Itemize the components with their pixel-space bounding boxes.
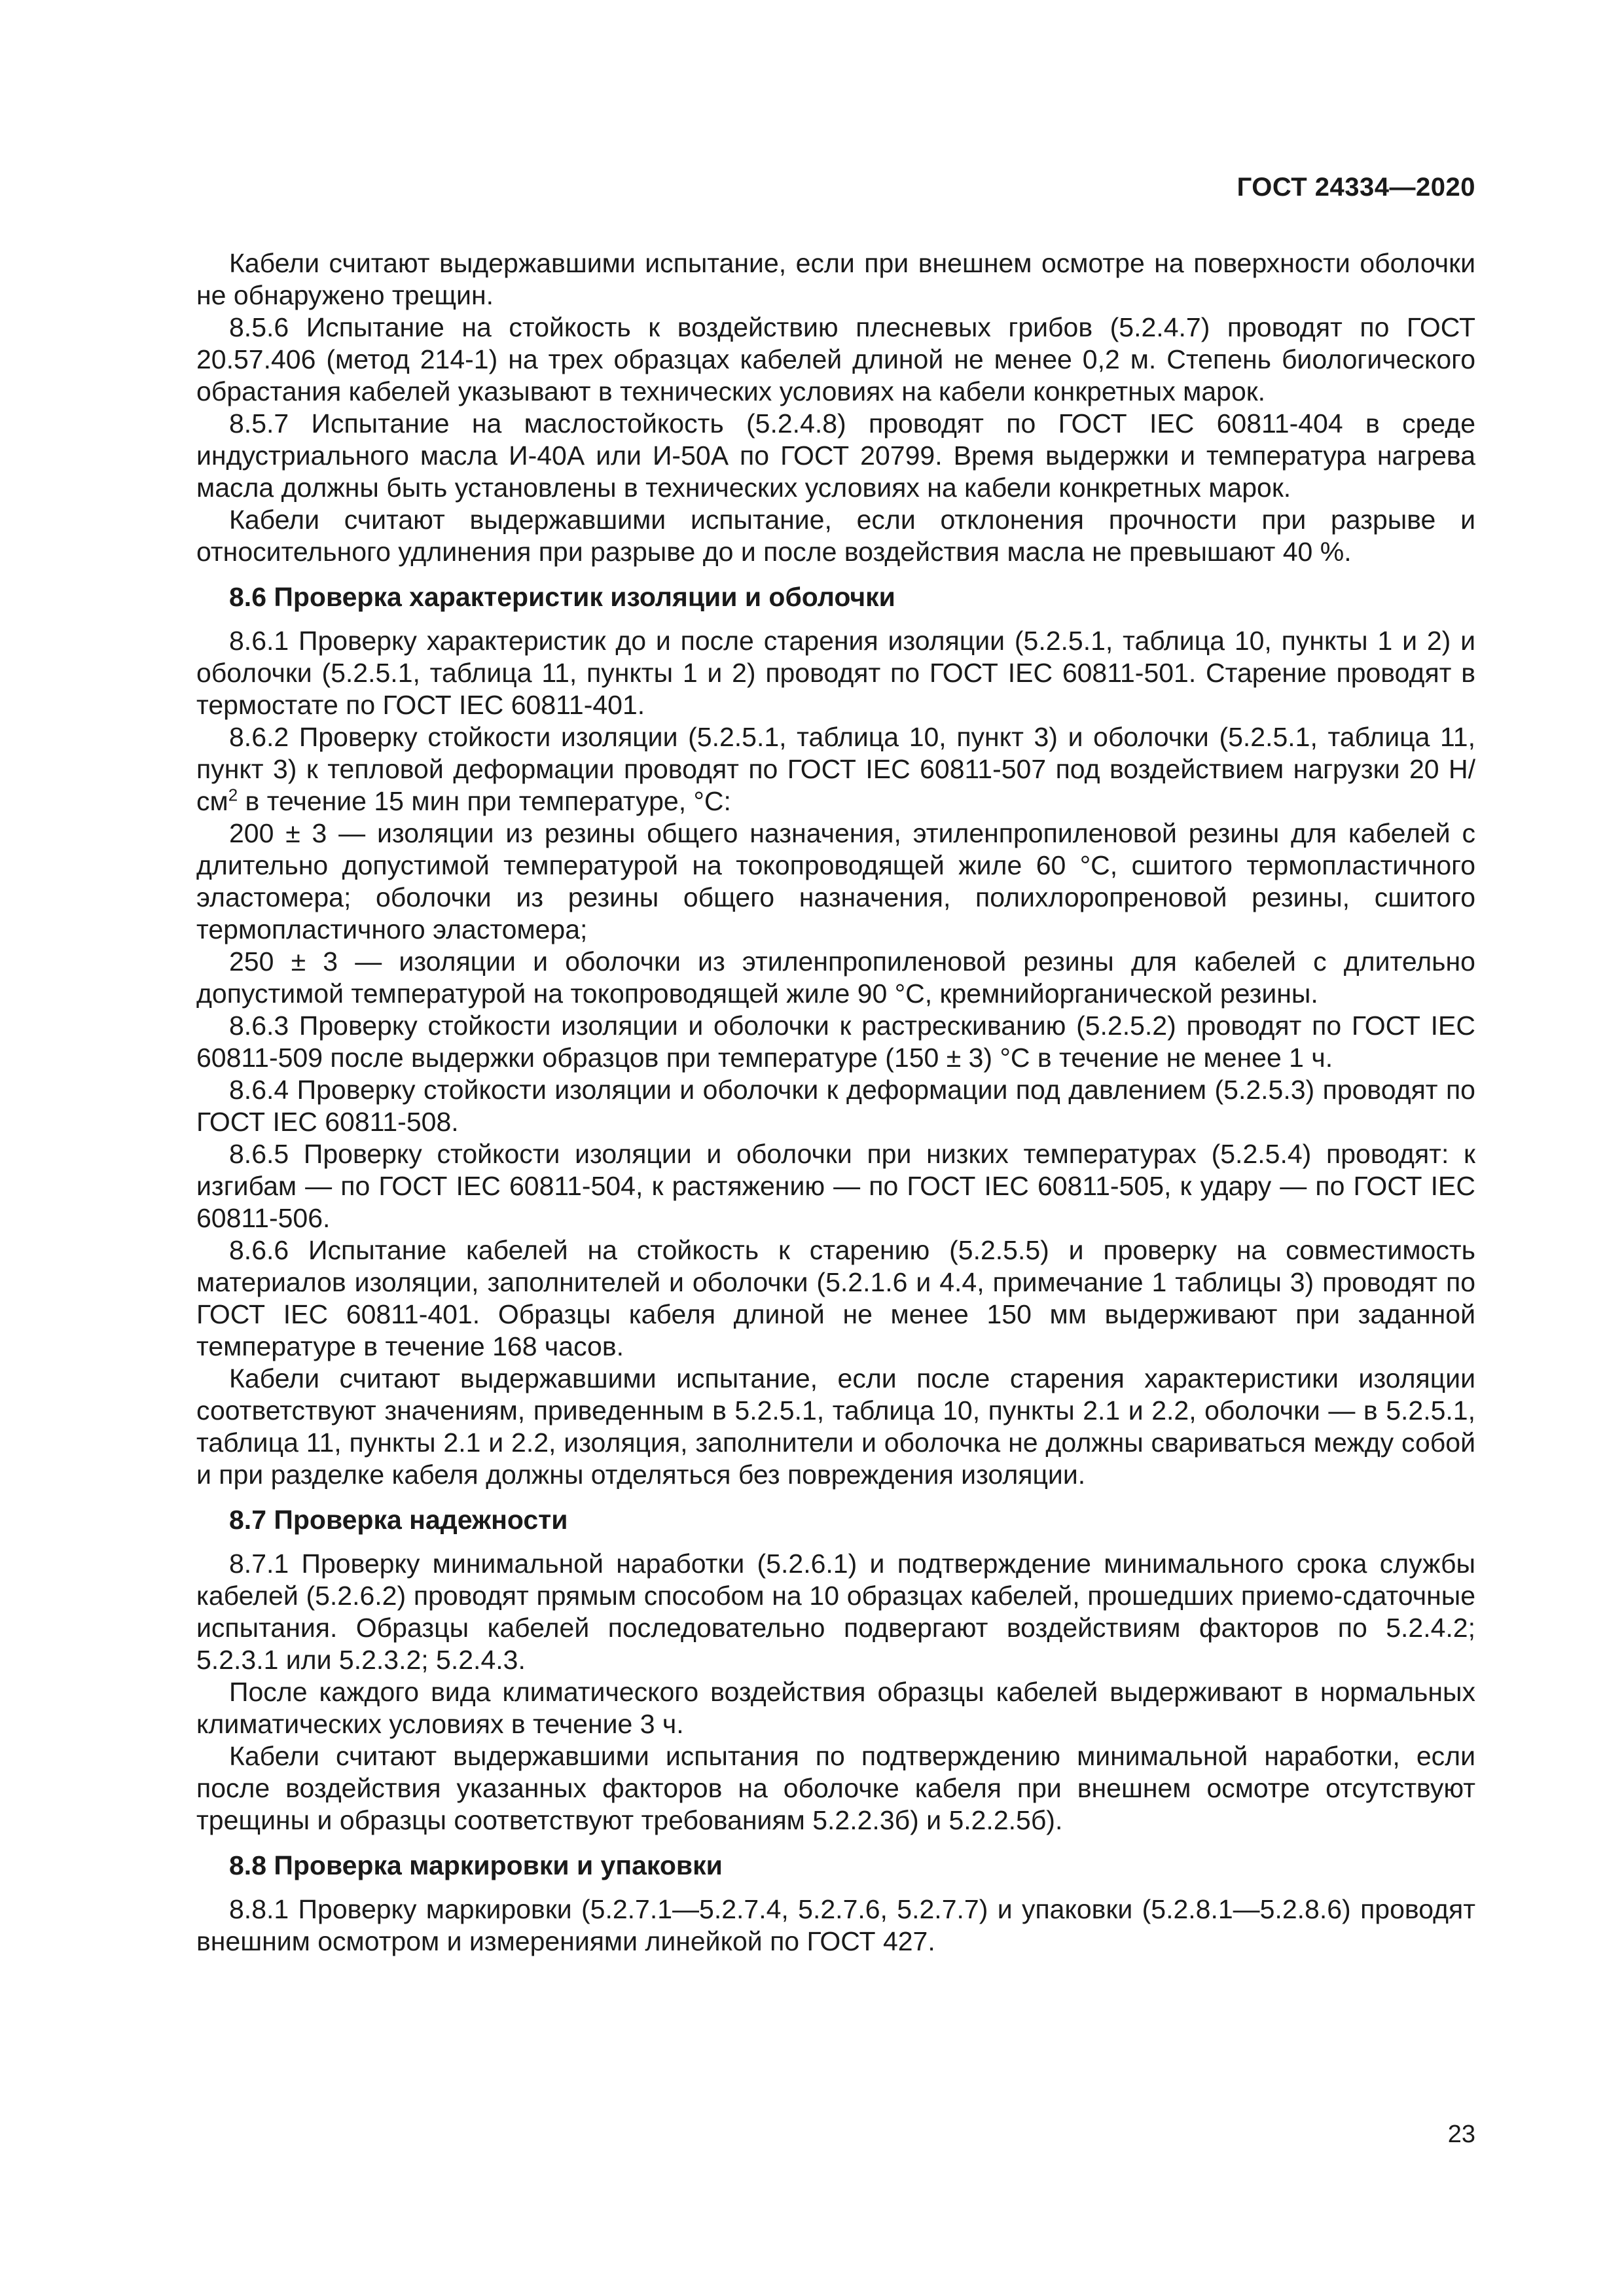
paragraph: Кабели считают выдержавшими испытание, если при внешнем осмотре на поверхности оболочки не обнаружено трещин. — [196, 248, 1475, 310]
paragraph: Кабели считают выдержавшими испытания по подтверждению минимальной наработки, если после воздействия указанных факторов на оболочке кабеля при внешнем осмотре отсутствуют трещины и образцы соответствуют требованиям 5.2.2.3б) и 5.2.2.5б). — [196, 1741, 1475, 1835]
paragraph-tail: в течение 15 мин при температуре, °С: — [238, 786, 731, 816]
section-heading: 8.6 Проверка характеристик изоляции и оболочки — [229, 582, 895, 612]
paragraph: 8.7.1 Проверку минимальной наработки (5.2.6.1) и подтверждение минимального срока службы кабелей (5.2.6.2) проводят прямым способом на 10 образцах кабелей, прошедших приемо-сдаточные испытания. Образцы кабелей последовательно подвергают воздействиям факторов по 5.2.4.2; 5.2.3.1 или 5.2.3.2; 5.2.4.3. — [196, 1549, 1475, 1675]
paragraph-text: 8.6.2 Проверку стойкости изоляции (5.2.5.1, таблица 10, пункт 3) и оболочки (5.2.5.1, таблица 11, пункт 3) к тепловой деформации проводят по ГОСТ IEC 60811-507 под воздействием нагрузки 20 Н/см — [196, 722, 1475, 816]
paragraph: 8.6.4 Проверку стойкости изоляции и оболочки к деформации под давлением (5.2.5.3) проводят по ГОСТ IEC 60811-508. — [196, 1075, 1475, 1137]
paragraph: 8.5.6 Испытание на стойкость к воздействию плесневых грибов (5.2.4.7) проводят по ГОСТ 20.57.406 (метод 214-1) на трех образцах кабелей длиной не менее 0,2 м. Степень биологического обрастания кабелей указывают в технических условиях на кабели конкретных марок. — [196, 312, 1475, 406]
paragraph: 200 ± 3 — изоляции из резины общего назначения, этиленпропиленовой резины для кабелей с длительно допустимой температурой на токопроводящей жиле 60 °С, сшитого термопластичного эластомера; оболочки из резины общего назначения, полихлоропреновой резины, сшитого термопластичного эластомера; — [196, 818, 1475, 944]
superscript: 2 — [228, 785, 238, 805]
paragraph: 8.6.3 Проверку стойкости изоляции и оболочки к растрескиванию (5.2.5.2) проводят по ГОСТ IEC 60811-509 после выдержки образцов при температуре (150 ± 3) °С в течение не менее 1 ч. — [196, 1011, 1475, 1073]
paragraph: 8.8.1 Проверку маркировки (5.2.7.1—5.2.7.4, 5.2.7.6, 5.2.7.7) и упаковки (5.2.8.1—5.2.8.6) проводят внешним осмотром и измерениями линейкой по ГОСТ 427. — [196, 1894, 1475, 1956]
section-heading: 8.8 Проверка маркировки и упаковки — [229, 1850, 723, 1880]
paragraph: 8.6.6 Испытание кабелей на стойкость к старению (5.2.5.5) и проверку на совместимость материалов изоляции, заполнителей и оболочки (5.2.1.6 и 4.4, примечание 1 таблицы 3) проводят по ГОСТ IEC 60811-401. Образцы кабеля длиной не менее 150 мм выдерживают при заданной температуре в течение 168 часов. — [196, 1235, 1475, 1361]
paragraph: 8.6.5 Проверку стойкости изоляции и оболочки при низких температурах (5.2.5.4) проводят: к изгибам — по ГОСТ IEC 60811-504, к растяжению — по ГОСТ IEC 60811-505, к удару — по ГОСТ IEC 60811-506. — [196, 1139, 1475, 1233]
paragraph: 8.5.7 Испытание на маслостойкость (5.2.4.8) проводят по ГОСТ IEC 60811-404 в среде индустриального масла И-40А или И-50А по ГОСТ 20799. Время выдержки и температура нагрева масла должны быть установлены в технических условиях на кабели конкретных марок. — [196, 408, 1475, 503]
paragraph — [196, 721, 1475, 817]
page-number: 23 — [1447, 2121, 1475, 2148]
standard-header: ГОСТ 24334—2020 — [1236, 173, 1475, 202]
section-heading: 8.7 Проверка надежности — [229, 1505, 568, 1535]
document-body — [196, 247, 1475, 1958]
paragraph: Кабели считают выдержавшими испытание, если после старения характеристики изоляции соответствуют значениям, приведенным в 5.2.5.1, таблица 10, пункты 2.1 и 2.2, оболочки — в 5.2.5.1, таблица 11, пункты 2.1 и 2.2, изоляция, заполнители и оболочка не должны свариваться между собой и при разделке кабеля должны отделяться без повреждения изоляции. — [196, 1363, 1475, 1490]
paragraph: Кабели считают выдержавшими испытание, если отклонения прочности при разрыве и относительного удлинения при разрыве до и после воздействия масла не превышают 40 %. — [196, 505, 1475, 567]
paragraph: 250 ± 3 — изоляции и оболочки из этиленпропиленовой резины для кабелей с длительно допустимой температурой на токопроводящей жиле 90 °С, кремнийорганической резины. — [196, 946, 1475, 1009]
paragraph: 8.6.1 Проверку характеристик до и после старения изоляции (5.2.5.1, таблица 10, пункты 1 и 2) и оболочки (5.2.5.1, таблица 11, пункты 1 и 2) проводят по ГОСТ IEC 60811-501. Старение проводят в термостате по ГОСТ IEC 60811-401. — [196, 626, 1475, 720]
paragraph: После каждого вида климатического воздействия образцы кабелей выдерживают в нормальных климатических условиях в течение 3 ч. — [196, 1677, 1475, 1739]
